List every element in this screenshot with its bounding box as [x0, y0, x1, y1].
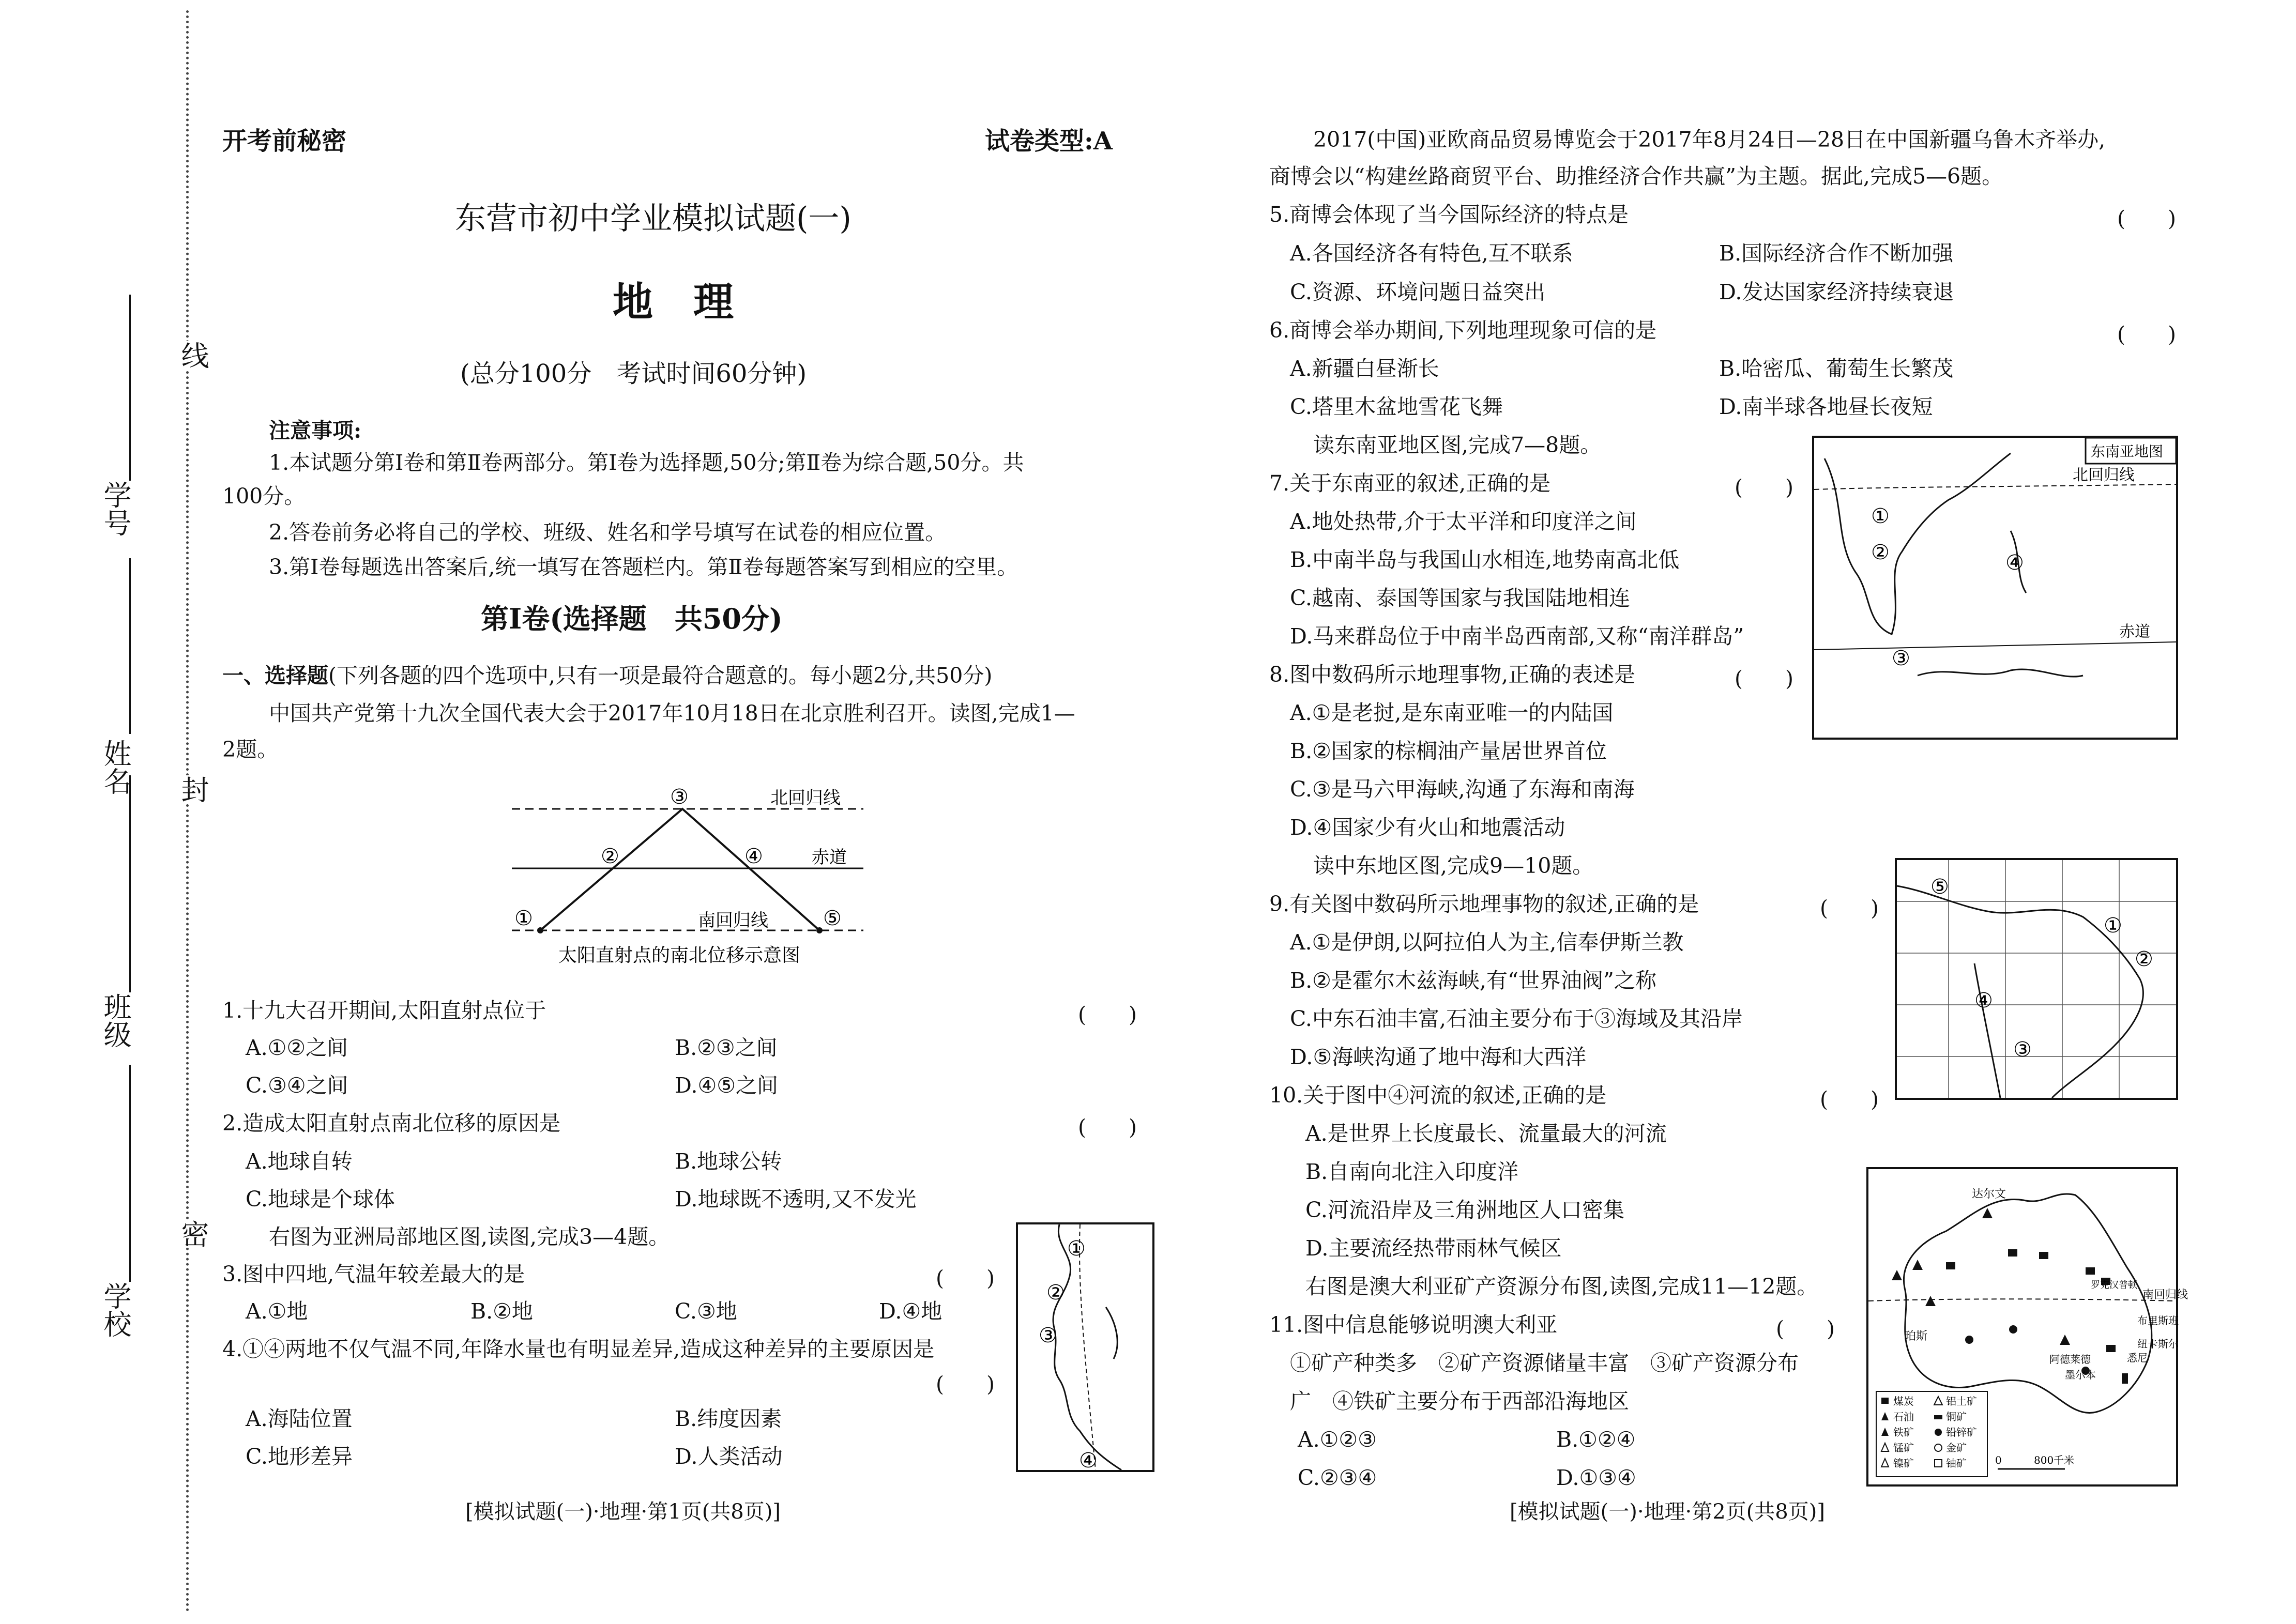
au-scale-label: 800千米 [2034, 1454, 2075, 1466]
me-point-3: ③ [2013, 1038, 2032, 1062]
q9-option-b[interactable]: B.②是霍尔木兹海峡,有“世界油阀”之称 [1290, 968, 1656, 993]
notice-heading: 注意事项: [269, 418, 362, 443]
me-point-4: ④ [1974, 989, 1993, 1013]
au-tropic-line [1868, 1299, 2176, 1301]
q4-option-c[interactable]: C.地形差异 [246, 1444, 353, 1469]
q5-option-b[interactable]: B.国际经济合作不断加强 [1719, 241, 1954, 266]
asia-point-3: ③ [1039, 1324, 1057, 1347]
island-arc [1106, 1307, 1117, 1359]
middle-east-map [1895, 858, 2178, 1100]
q11-option-b[interactable]: B.①②④ [1556, 1427, 1636, 1452]
au-tropic-label: 南回归线 [2142, 1289, 2188, 1301]
seal-mark-feng: 封 [173, 775, 213, 803]
class-field-line [129, 775, 131, 992]
point-3: ③ [670, 785, 689, 809]
au-scale-zero: 0 [1995, 1454, 2002, 1466]
name-label: 姓名 [99, 739, 132, 795]
q2-stem: 2.造成太阳直射点南北位移的原因是 [222, 1111, 561, 1136]
q11-statement-line-1: ①矿产种类多 ②矿产资源储量丰富 ③矿产资源分布 [1290, 1351, 1799, 1375]
q7-option-c[interactable]: C.越南、泰国等国家与我国陆地相连 [1290, 586, 1630, 610]
q10-option-d[interactable]: D.主要流经热带雨林气候区 [1305, 1236, 1562, 1261]
svg-text:煤炭: 煤炭 [1893, 1395, 1914, 1407]
q4-answer-paren[interactable]: ( ) [936, 1372, 995, 1397]
id-label: 学号 [99, 481, 132, 537]
sun-path-diagram [507, 780, 879, 977]
seal-mark-mi: 密 [173, 1220, 213, 1248]
equator-label: 赤道 [812, 847, 847, 868]
q1-option-b[interactable]: B.②③之间 [675, 1035, 778, 1060]
name-field-line [129, 558, 131, 734]
q6-answer-paren[interactable]: ( ) [2117, 322, 2176, 347]
sea-point-2: ② [1871, 541, 1890, 564]
intro-q11-12: 右图是澳大利亚矿产资源分布图,读图,完成11—12题。 [1305, 1274, 1818, 1299]
sea-tropic-label: 北回归线 [2073, 466, 2135, 484]
subject-title: 地 理 [613, 279, 734, 326]
tropic-south-label: 南回归线 [698, 910, 768, 931]
q3-option-c[interactable]: C.③地 [675, 1299, 737, 1324]
secret-label: 开考前秘密 [222, 127, 347, 156]
svg-text:锰矿: 锰矿 [1893, 1442, 1914, 1454]
svg-text:石油: 石油 [1893, 1411, 1914, 1423]
q6-option-c[interactable]: C.塔里木盆地雪花飞舞 [1290, 394, 1503, 419]
au-legend [1876, 1391, 1987, 1477]
coastline [1053, 1224, 1121, 1470]
notice-item-1-cont: 100分。 [222, 484, 306, 509]
q11-answer-paren[interactable]: ( ) [1776, 1316, 1835, 1341]
notice-item-1: 1.本试题分第Ⅰ卷和第Ⅱ卷两部分。第Ⅰ卷为选择题,50分;第Ⅱ卷为综合题,50分。共 [269, 450, 1024, 475]
q5-answer-paren[interactable]: ( ) [2117, 206, 2176, 231]
australia-minerals-map [1866, 1167, 2188, 1487]
sea-point-4: ④ [2005, 551, 2024, 575]
au-city-newcastle: 纽卡斯尔 [2137, 1338, 2179, 1350]
svg-text:镍矿: 镍矿 [1893, 1457, 1914, 1469]
q9-stem: 9.有关图中数码所示地理事物的叙述,正确的是 [1269, 892, 1699, 916]
q10-stem: 10.关于图中④河流的叙述,正确的是 [1269, 1083, 1607, 1108]
q3-stem: 3.图中四地,气温年较差最大的是 [222, 1262, 525, 1286]
paper-type-label: 试卷类型:A [985, 127, 1113, 156]
q3-answer-paren[interactable]: ( ) [936, 1266, 995, 1291]
indonesia-outline [1918, 669, 2083, 677]
q6-option-a[interactable]: A.新疆白昼渐长 [1290, 356, 1439, 381]
q8-option-d[interactable]: D.④国家少有火山和地震活动 [1290, 815, 1565, 840]
point-1: ① [514, 907, 533, 930]
q10-option-c[interactable]: C.河流沿岸及三角洲地区人口密集 [1305, 1198, 1624, 1222]
q4-option-b[interactable]: B.纬度因素 [675, 1406, 782, 1431]
q11-option-c[interactable]: C.②③④ [1298, 1465, 1377, 1490]
intro-q1-2-cont: 2题。 [222, 737, 279, 762]
q4-option-a[interactable]: A.海陆位置 [246, 1406, 353, 1431]
q1-option-c[interactable]: C.③④之间 [246, 1073, 348, 1098]
exam-title: 东营市初中学业模拟试题(一) [455, 201, 852, 237]
q1-option-a[interactable]: A.①②之间 [246, 1035, 348, 1060]
intro-q1-2: 中国共产党第十九次全国代表大会于2017年10月18日在北京胜利召开。读图,完成1— [269, 701, 1075, 726]
au-city-adelaide: 阿德莱德 [2049, 1353, 2091, 1366]
q11-stem: 11.图中信息能够说明澳大利亚 [1269, 1312, 1558, 1337]
score-time-line: (总分100分 考试时间60分钟) [460, 359, 807, 388]
sea-point-3: ③ [1892, 647, 1910, 670]
point-4: ④ [744, 845, 763, 868]
au-city-sydney: 悉尼 [2127, 1352, 2148, 1364]
asia-point-4: ④ [1079, 1449, 1098, 1473]
southeast-asia-map [1812, 436, 2178, 740]
q8-stem: 8.图中数码所示地理事物,正确的表述是 [1269, 662, 1636, 687]
q7-answer-paren[interactable]: ( ) [1735, 475, 1793, 500]
school-label: 学校 [99, 1282, 132, 1338]
q6-option-d[interactable]: D.南半球各地昼长夜短 [1719, 394, 1933, 419]
me-point-2: ② [2135, 947, 2153, 971]
q3-option-b[interactable]: B.②地 [470, 1299, 533, 1324]
class-label: 班级 [99, 992, 132, 1048]
section-label: 一、选择题 [222, 663, 328, 688]
q2-option-c[interactable]: C.地球是个球体 [246, 1187, 395, 1212]
id-field-line [129, 295, 131, 481]
australia-outline [1904, 1194, 2151, 1413]
q5-stem: 5.商博会体现了当今国际经济的特点是 [1269, 202, 1629, 227]
tropic-line [1814, 484, 2176, 489]
binding-dotted-line [186, 10, 189, 1613]
footer-page-1: [模拟试题(一)·地理·第1页(共8页)] [465, 1500, 781, 1524]
me-point-5: ⑤ [1930, 875, 1949, 899]
q9-answer-paren[interactable]: ( ) [1820, 896, 1879, 921]
q2-option-d[interactable]: D.地球既不透明,又不发光 [675, 1187, 917, 1212]
sea-mainland-coast [1824, 453, 2011, 634]
q11-statement-line-2: 广 ④铁矿主要分布于西部沿海地区 [1290, 1389, 1629, 1414]
q4-option-d[interactable]: D.人类活动 [675, 1444, 783, 1469]
point-2: ② [601, 845, 619, 868]
part1-title: 第Ⅰ卷(选择题 共50分) [481, 602, 783, 635]
q3-option-a[interactable]: A.①地 [246, 1299, 308, 1324]
nile-river [1974, 963, 2000, 1098]
q8-option-c[interactable]: C.③是马六甲海峡,沟通了东海和南海 [1290, 777, 1635, 802]
q6-stem: 6.商博会举办期间,下列地理现象可信的是 [1269, 318, 1657, 343]
asia-partial-map [1016, 1222, 1154, 1472]
intro-q5-6-cont: 商博会以“构建丝路商贸平台、助推经济合作共赢”为主题。据此,完成5—6题。 [1269, 164, 2003, 189]
q5-option-a[interactable]: A.各国经济各有特色,互不联系 [1290, 241, 1573, 266]
notice-item-2: 2.答卷前务必将自己的学校、班级、姓名和学号填写在试卷的相应位置。 [269, 520, 947, 545]
q10-answer-paren[interactable]: ( ) [1820, 1087, 1879, 1112]
svg-text:金矿: 金矿 [1946, 1442, 1967, 1454]
asia-point-1: ① [1067, 1237, 1086, 1261]
svg-text:铀矿: 铀矿 [1946, 1457, 1967, 1469]
sea-map-title: 东南亚地图 [2091, 443, 2164, 460]
svg-text:铜矿: 铜矿 [1946, 1411, 1967, 1423]
q3-option-d[interactable]: D.④地 [879, 1299, 942, 1324]
q6-option-b[interactable]: B.哈密瓜、葡萄生长繁茂 [1719, 356, 1954, 381]
school-field-line [129, 1065, 131, 1282]
q9-option-c[interactable]: C.中东石油丰富,石油主要分布于③海域及其沿岸 [1290, 1006, 1743, 1031]
q7-option-d[interactable]: D.马来群岛位于中南半岛西南部,又称“南洋群岛” [1290, 624, 1744, 649]
q8-answer-paren[interactable]: ( ) [1735, 666, 1793, 691]
q7-stem: 7.关于东南亚的叙述,正确的是 [1269, 471, 1551, 496]
q4-stem: 4.①④两地不仅气温不同,年降水量也有明显差异,造成这种差异的主要原因是 [222, 1337, 935, 1361]
sea-equator-line [1814, 642, 2176, 650]
sea-point-1: ① [1871, 504, 1890, 528]
diagram-caption: 太阳直射点的南北位移示意图 [558, 945, 801, 966]
q8-option-a[interactable]: A.①是老挝,是东南亚唯一的内陆国 [1290, 700, 1614, 725]
seal-mark-xian: 线 [173, 341, 213, 369]
sea-equator-label: 赤道 [2119, 623, 2150, 641]
notice-item-3: 3.第Ⅰ卷每题选出答案后,统一填写在答题栏内。第Ⅱ卷每题答案写到相应的空里。 [269, 555, 1018, 579]
au-city-melbourne: 墨尔本 [2065, 1369, 2096, 1381]
svg-text:铁矿: 铁矿 [1893, 1426, 1914, 1438]
q7-option-b[interactable]: B.中南半岛与我国山水相连,地势南高北低 [1290, 547, 1680, 572]
au-city-darwin: 达尔文 [1972, 1188, 2006, 1201]
me-point-1: ① [2104, 914, 2122, 938]
au-city-perth: 珀斯 [1905, 1330, 1928, 1343]
section-note: (下列各题的四个选项中,只有一项是最符合题意的。每小题2分,共50分) [328, 663, 993, 688]
q9-option-d[interactable]: D.⑤海峡沟通了地中海和大西洋 [1290, 1045, 1587, 1069]
q5-option-d[interactable]: D.发达国家经济持续衰退 [1719, 280, 1954, 304]
intro-q5-6: 2017(中国)亚欧商品贸易博览会于2017年8月24日—28日在中国新疆乌鲁木齐举办, [1313, 127, 2106, 152]
intro-q9-10: 读中东地区图,完成9—10题。 [1313, 853, 1594, 878]
svg-text:铝土矿: 铝土矿 [1946, 1395, 1977, 1407]
au-city-rockhampton: 罗克汉普顿 [2091, 1280, 2137, 1291]
q2-option-a[interactable]: A.地球自转 [246, 1149, 353, 1174]
q1-stem: 1.十九大召开期间,太阳直射点位于 [222, 998, 546, 1023]
sun-path-polyline [540, 809, 819, 930]
intro-q7-8: 读东南亚地区图,完成7—8题。 [1313, 433, 1602, 457]
q5-option-c[interactable]: C.资源、环境问题日益突出 [1290, 280, 1545, 304]
q11-option-a[interactable]: A.①②③ [1298, 1427, 1377, 1452]
point-5: ⑤ [823, 907, 842, 930]
q1-option-d[interactable]: D.④⑤之间 [675, 1073, 778, 1098]
q2-answer-paren[interactable]: ( ) [1078, 1115, 1137, 1140]
tropic-north-label: 北回归线 [770, 788, 841, 808]
q8-option-b[interactable]: B.②国家的棕榈油产量居世界首位 [1290, 739, 1607, 763]
q9-option-a[interactable]: A.①是伊朗,以阿拉伯人为主,信奉伊斯兰教 [1290, 930, 1684, 955]
svg-text:铅锌矿: 铅锌矿 [1946, 1426, 1977, 1438]
q10-option-a[interactable]: A.是世界上长度最长、流量最大的河流 [1305, 1121, 1667, 1146]
asia-point-2: ② [1046, 1281, 1065, 1305]
au-city-brisbane: 布里斯班 [2137, 1314, 2179, 1327]
footer-page-2: [模拟试题(一)·地理·第2页(共8页)] [1510, 1500, 1825, 1524]
intro-q3-4: 右图为亚洲局部地区图,读图,完成3—4题。 [269, 1224, 670, 1249]
q2-option-b[interactable]: B.地球公转 [675, 1149, 782, 1174]
q10-option-b[interactable]: B.自南向北注入印度洋 [1305, 1159, 1519, 1184]
q11-option-d[interactable]: D.①③④ [1556, 1465, 1636, 1490]
q1-answer-paren[interactable]: ( ) [1078, 1002, 1137, 1027]
q7-option-a[interactable]: A.地处热带,介于太平洋和印度洋之间 [1290, 509, 1637, 534]
